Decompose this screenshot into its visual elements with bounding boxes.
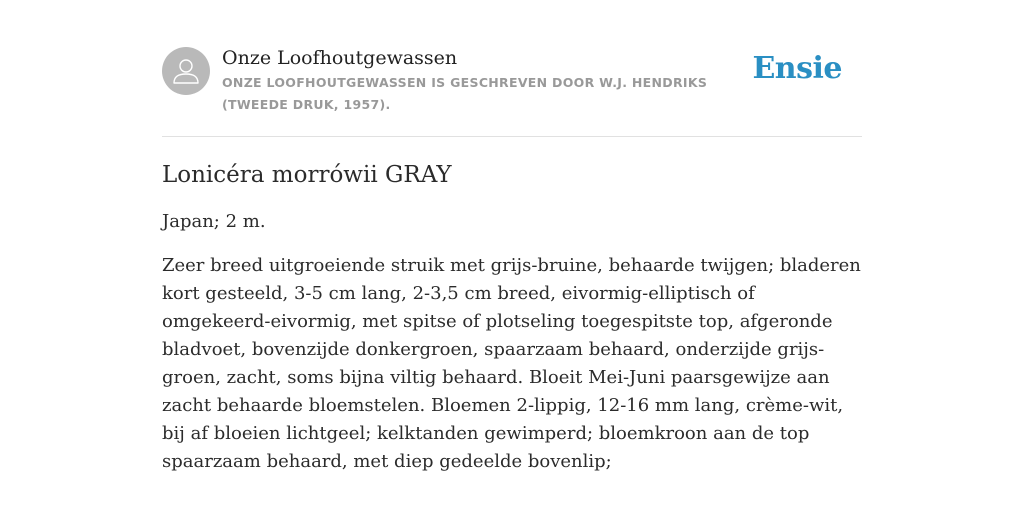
source-description: ONZE LOOFHOUTGEWASSEN IS GESCHREVEN DOOR W.J. HENDRIKS (TWEEDE DRUK, 1957). — [222, 75, 708, 112]
source-header — [162, 44, 862, 137]
avatar[interactable] — [162, 47, 210, 95]
entry-paragraph: Japan; 2 m. — [162, 211, 266, 232]
brand-logo[interactable]: Ensie — [752, 51, 842, 86]
entry-title: Lonicéra morrówii GRAY — [162, 162, 452, 188]
entry-content — [162, 158, 862, 492]
entry-paragraph: Zeer breed uitgroeiende struik met grijs-bruine, behaarde twijgen; bladeren kort gesteeld, 3-5 cm lang, 2-3,5 cm breed, eivormig-elliptisch of omgekeerd-eivormig, met spitse of plotseling toegespitste top, afgeronde bladvoet, bovenzijde donkergroen, spaarzaam behaard, onderzijde grijs-groen, zacht, soms bijna viltig behaard. Bloeit Mei-Juni paarsgewijze aan zacht behaarde bloemstelen. Bloemen 2-lippig, 12-16 mm lang, crème-wit, bij af bloeien lichtgeel; kelktanden gewimperd; bloemkroon aan de top spaarzaam behaard, met diep gedeelde bovenlip; — [162, 255, 861, 472]
source-title[interactable]: Onze Loofhoutgewassen — [222, 47, 458, 69]
user-silhouette-icon — [162, 47, 210, 95]
